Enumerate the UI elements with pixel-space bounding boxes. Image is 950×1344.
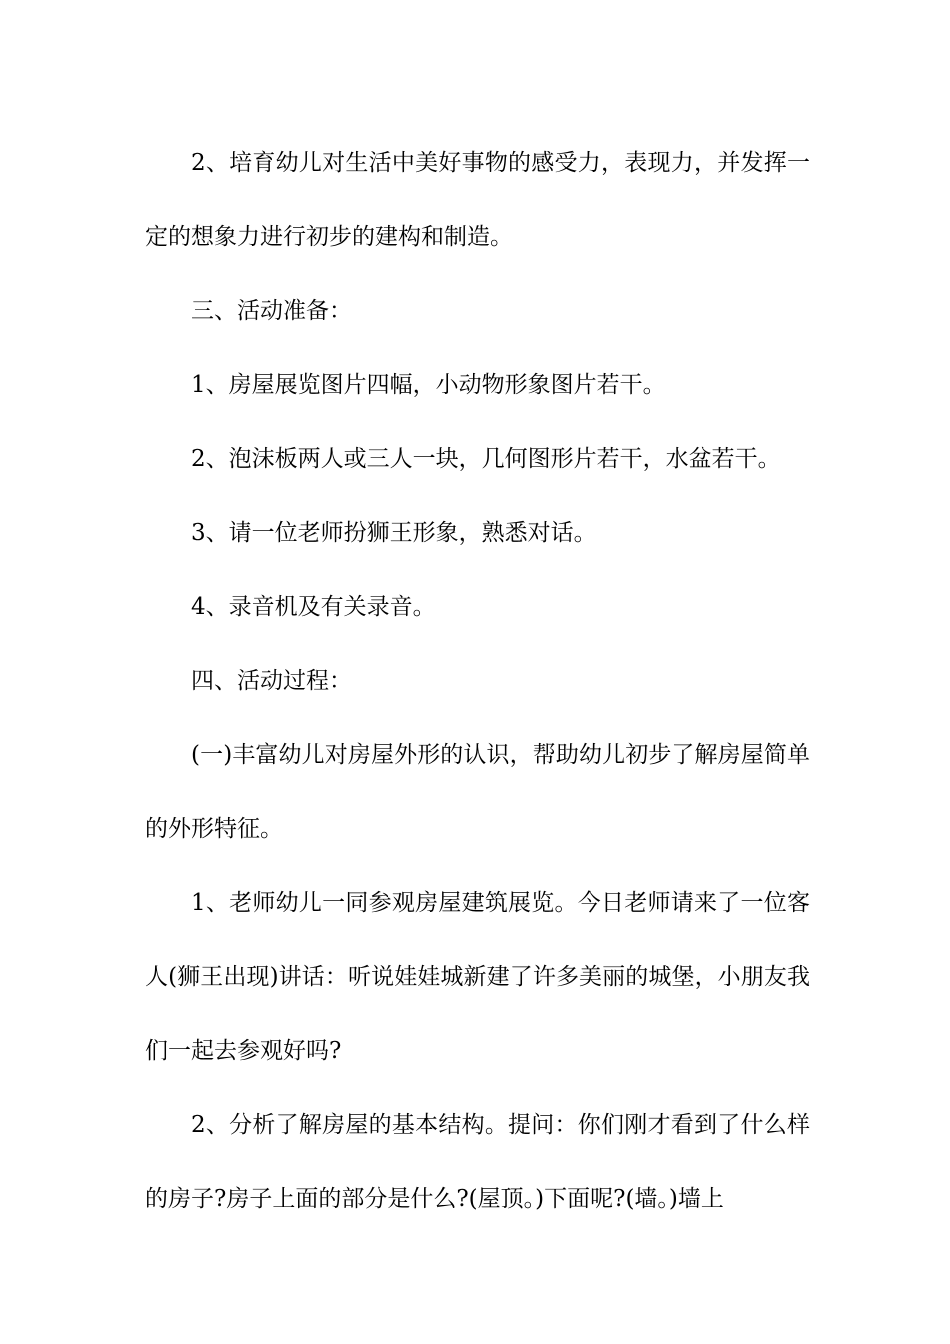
paragraph: 1、房屋展览图片四幅，小动物形象图片若干。 bbox=[191, 372, 666, 398]
paragraph: 3、请一位老师扮狮王形象，熟悉对话。 bbox=[191, 520, 597, 546]
paragraph: 1、老师幼儿一同参观房屋建筑展览。今日老师请来了一位客人(狮王出现)讲话：听说娃娃城新建了许多美丽的城堡，小朋友我们一起去参观好吗? bbox=[145, 890, 810, 1064]
paragraph: 2、泡沫板两人或三人一块，几何图形片若干，水盆若干。 bbox=[191, 446, 781, 472]
document-body bbox=[145, 126, 810, 1236]
paragraph: 2、培育幼儿对生活中美好事物的感受力，表现力，并发挥一定的想象力进行初步的建构和制造。 bbox=[145, 150, 810, 250]
section-heading: 三、活动准备： bbox=[191, 298, 352, 324]
section-heading: 四、活动过程： bbox=[191, 668, 352, 694]
paragraph: (一)丰富幼儿对房屋外形的认识，帮助幼儿初步了解房屋简单的外形特征。 bbox=[145, 742, 810, 842]
paragraph: 4、录音机及有关录音。 bbox=[191, 594, 436, 620]
paragraph: 2、分析了解房屋的基本结构。提问：你们刚才看到了什么样的房子?房子上面的部分是什么?(屋顶。)下面呢?(墙。)墙上 bbox=[145, 1112, 810, 1212]
